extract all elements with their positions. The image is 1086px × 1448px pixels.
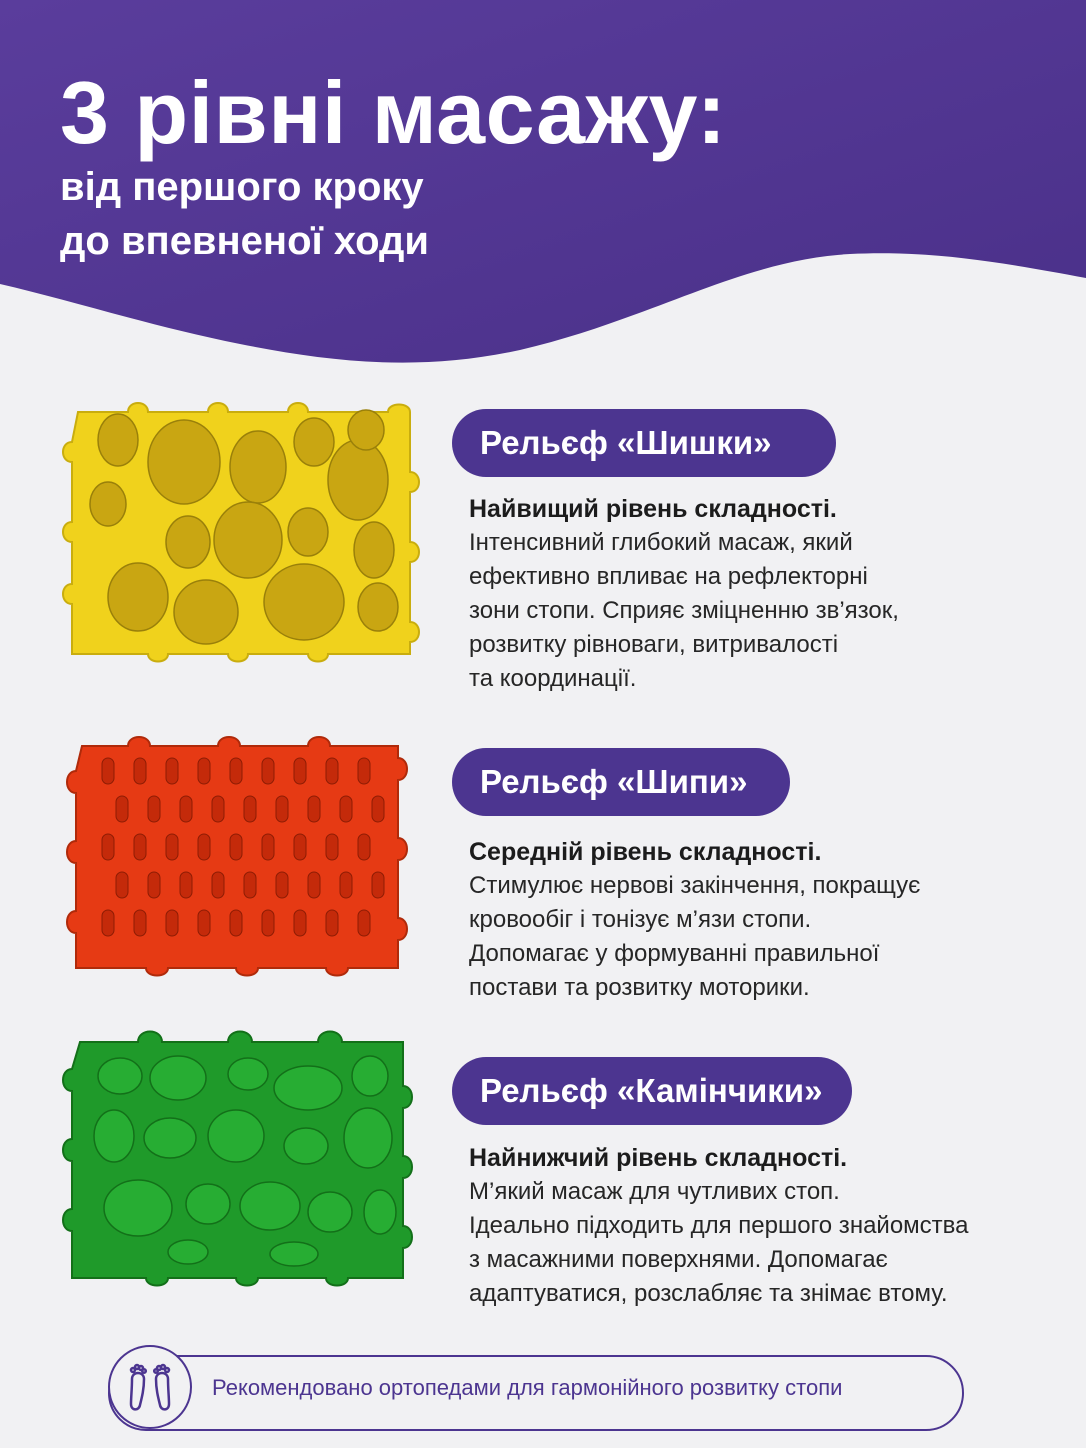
level-description-pebbles: [469, 1141, 1069, 1311]
level-label-cones: Рельєф «Шишки»: [452, 409, 836, 477]
level-label-spikes: Рельєф «Шипи»: [452, 748, 790, 816]
yellow-cone-mat-image: [58, 392, 438, 672]
description-text: Інтенсивний глибокий масаж, який ефективно впливає на рефлекторні зони стопи. Сприяє зміцненню зв’язок, розвитку рівноваги, витривалості та координації.: [469, 529, 899, 692]
level-label-pebbles: Рельєф «Камінчики»: [452, 1057, 852, 1125]
subtitle-line-2: до впевненої ходи: [60, 219, 430, 263]
page-subtitle: [60, 160, 429, 268]
difficulty-heading: Найнижчий рівень складності.: [469, 1144, 848, 1172]
difficulty-heading: Найвищий рівень складності.: [469, 495, 837, 523]
red-spike-mat-image: [58, 718, 438, 998]
green-pebble-mat-image: [58, 1016, 438, 1296]
description-text: Стимулює нервові закінчення, покращує кровообіг і тонізує м’язи стопи. Допомагає у формуванні правильної постави та розвитку моторики.: [469, 872, 921, 1001]
recommendation-text: Рекомендовано ортопедами для гармонійного розвитку стопи: [212, 1375, 843, 1400]
feet-icon: [108, 1345, 192, 1429]
subtitle-line-1: від першого кроку: [60, 165, 424, 209]
level-description-spikes: [469, 835, 1069, 1005]
page-title: 3 рівні масажу:: [60, 63, 727, 162]
description-text: М’який масаж для чутливих стоп. Ідеально підходить для першого знайомства з масажними поверхнями. Допомагає адаптуватися, розслабляє та знімає втому.: [469, 1178, 969, 1307]
level-description-cones: [469, 492, 1069, 696]
difficulty-heading: Середній рівень складності.: [469, 838, 822, 866]
